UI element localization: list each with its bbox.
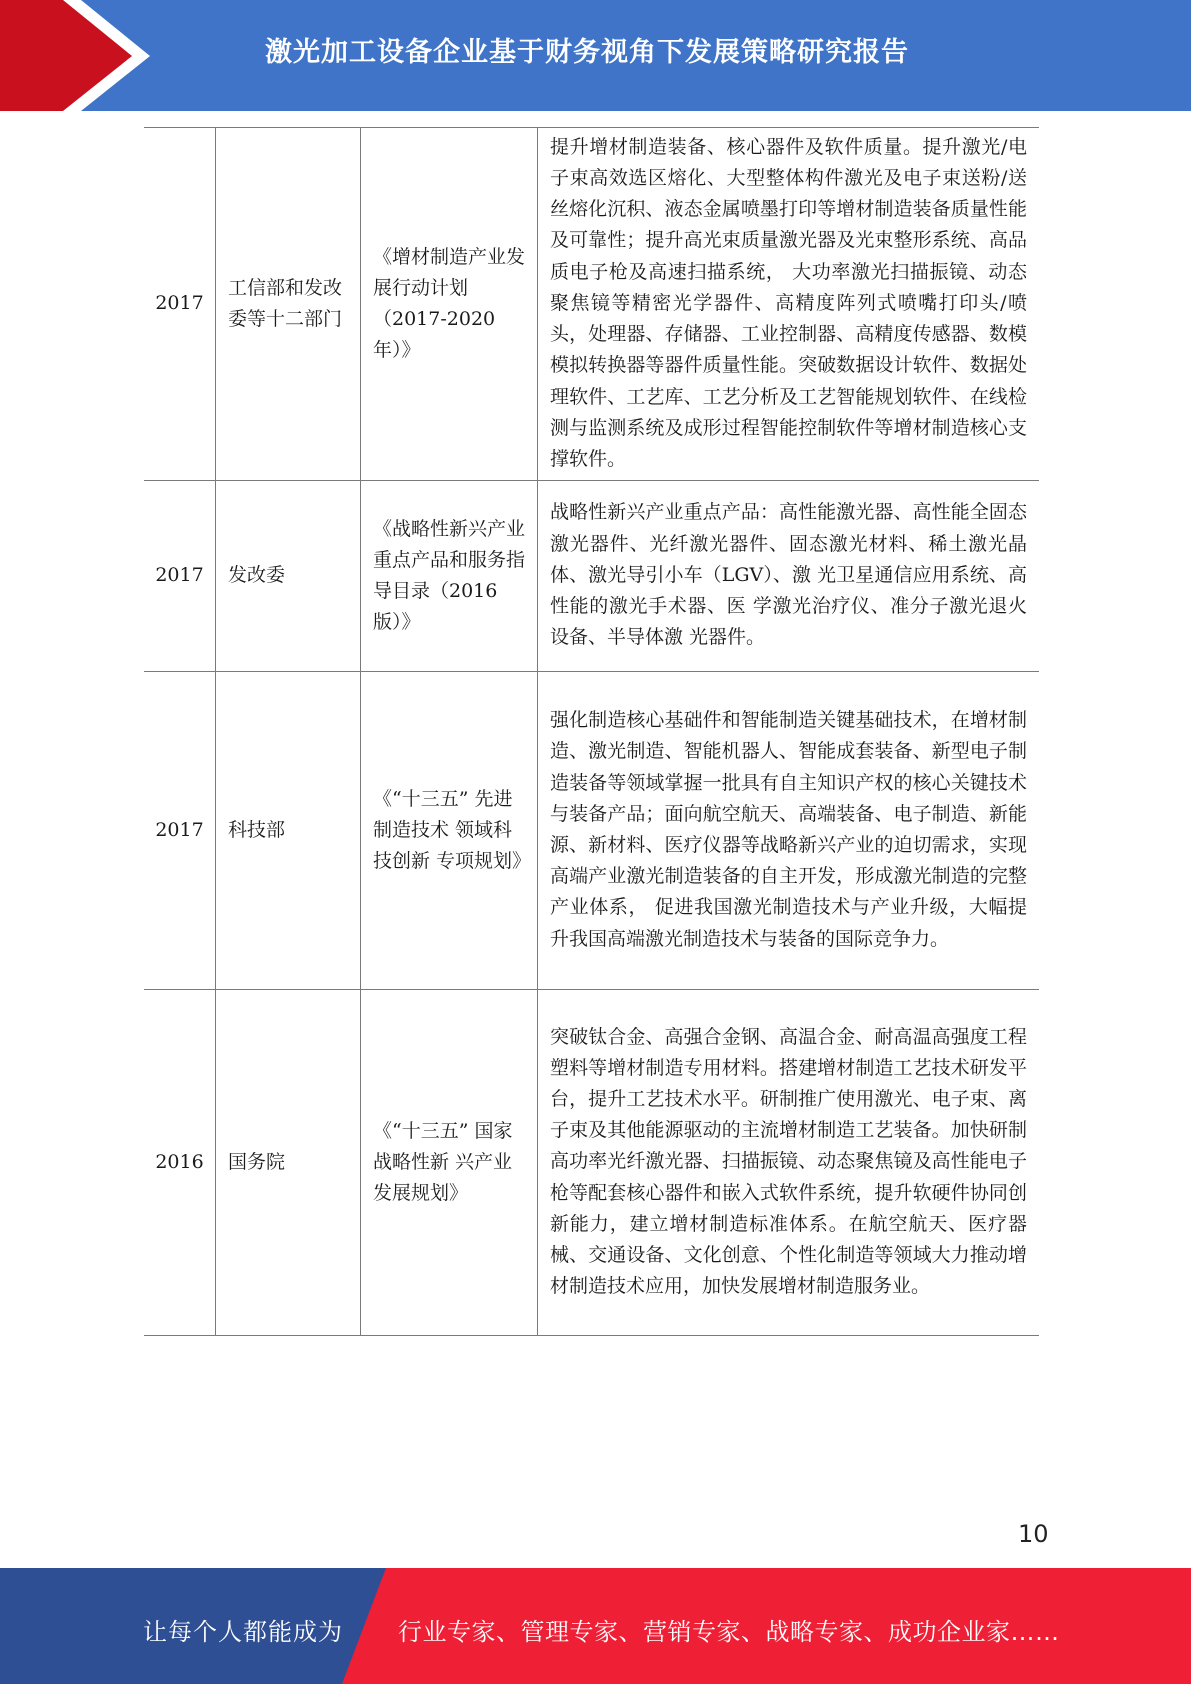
report-title: 激光加工设备企业基于财务视角下发展策略研究报告 bbox=[265, 37, 909, 68]
document-cell: 《“十三五” 国家战略性新 兴产业发展规划》 bbox=[361, 990, 538, 1336]
document-cell: 《战略性新兴产业重点产品和服务指导目录（2016 版）》 bbox=[361, 481, 538, 672]
description-cell: 战略性新兴产业重点产品：高性能激光器、高性能全固态激光器件、光纤激光器件、固态激光材料、稀土激光晶体、激光导引小车（LGV）、激 光卫星通信应用系统、高性能的激光手术器、医 学激光治疗仪、准分子激光退火设备、半导体激 光器件。 bbox=[538, 481, 1040, 672]
document-cell: 《增材制造产业发展行动计划（2017-2020 年）》 bbox=[361, 128, 538, 481]
year-cell: 2016 bbox=[144, 990, 216, 1336]
document-cell: 《“十三五” 先进制造技术 领域科技创新 专项规划》 bbox=[361, 672, 538, 990]
header-red-arrow bbox=[0, 0, 140, 111]
footer-slogan-right: 行业专家、管理专家、营销专家、战略专家、成功企业家…… bbox=[398, 1618, 1060, 1646]
table-row bbox=[144, 128, 1039, 481]
year-cell: 2017 bbox=[144, 128, 216, 481]
page-footer bbox=[0, 1568, 1191, 1684]
table-row bbox=[144, 672, 1039, 990]
footer-slogan-left: 让每个人都能成为 bbox=[143, 1618, 343, 1646]
description-cell: 提升增材制造装备、核心器件及软件质量。提升激光/电子束高效选区熔化、大型整体构件激光及电子束送粉/送丝熔化沉积、液态金属喷墨打印等增材制造装备质量性能及可靠性；提升高光束质量激光器及光束整形系统、高品质电子枪及高速扫描系统， 大功率激光扫描振镜、动态聚焦镜等精密光学器件、高精度阵列式喷嘴打印头/喷头，处理器、存储器、工业控制器、高精度传感器、数模模拟转换器等器件质量性能。突破数据设计软件、数据处理软件、工艺库、工艺分析及工艺智能规划软件、在线检测与监测系统及成形过程智能控制软件等增材制造核心支撑软件。 bbox=[538, 128, 1040, 481]
description-cell: 突破钛合金、高强合金钢、高温合金、耐高温高强度工程塑料等增材制造专用材料。搭建增材制造工艺技术研发平台，提升工艺技术水平。研制推广使用激光、电子束、离子束及其他能源驱动的主流增材制造工艺装备。加快研制高功率光纤激光器、扫描振镜、动态聚焦镜及高性能电子枪等配套核心器件和嵌入式软件系统，提升软硬件协同创新能力，建立增材制造标准体系。在航空航天、医疗器械、交通设备、文化创意、个性化制造等领域大力推动增材制造技术应用，加快发展增材制造服务业。 bbox=[538, 990, 1040, 1336]
department-cell: 科技部 bbox=[216, 672, 361, 990]
year-cell: 2017 bbox=[144, 481, 216, 672]
policy-table bbox=[144, 127, 1039, 1336]
description-cell: 强化制造核心基础件和智能制造关键基础技术，在增材制造、激光制造、智能机器人、智能成套装备、新型电子制造装备等领域掌握一批具有自主知识产权的核心关键技术与装备产品；面向航空航天、高端装备、电子制造、新能源、新材料、医疗仪器等战略新兴产业的迫切需求，实现高端产业激光制造装备的自主开发，形成激光制造的完整产业体系， 促进我国激光制造技术与产业升级，大幅提升我国高端激光制造技术与装备的国际竞争力。 bbox=[538, 672, 1040, 990]
department-cell: 发改委 bbox=[216, 481, 361, 672]
department-cell: 工信部和发改委等十二部门 bbox=[216, 128, 361, 481]
page-number: 10 bbox=[1018, 1520, 1049, 1548]
year-cell: 2017 bbox=[144, 672, 216, 990]
department-cell: 国务院 bbox=[216, 990, 361, 1336]
table-row bbox=[144, 990, 1039, 1336]
table-row bbox=[144, 481, 1039, 672]
page-header bbox=[0, 0, 1191, 111]
